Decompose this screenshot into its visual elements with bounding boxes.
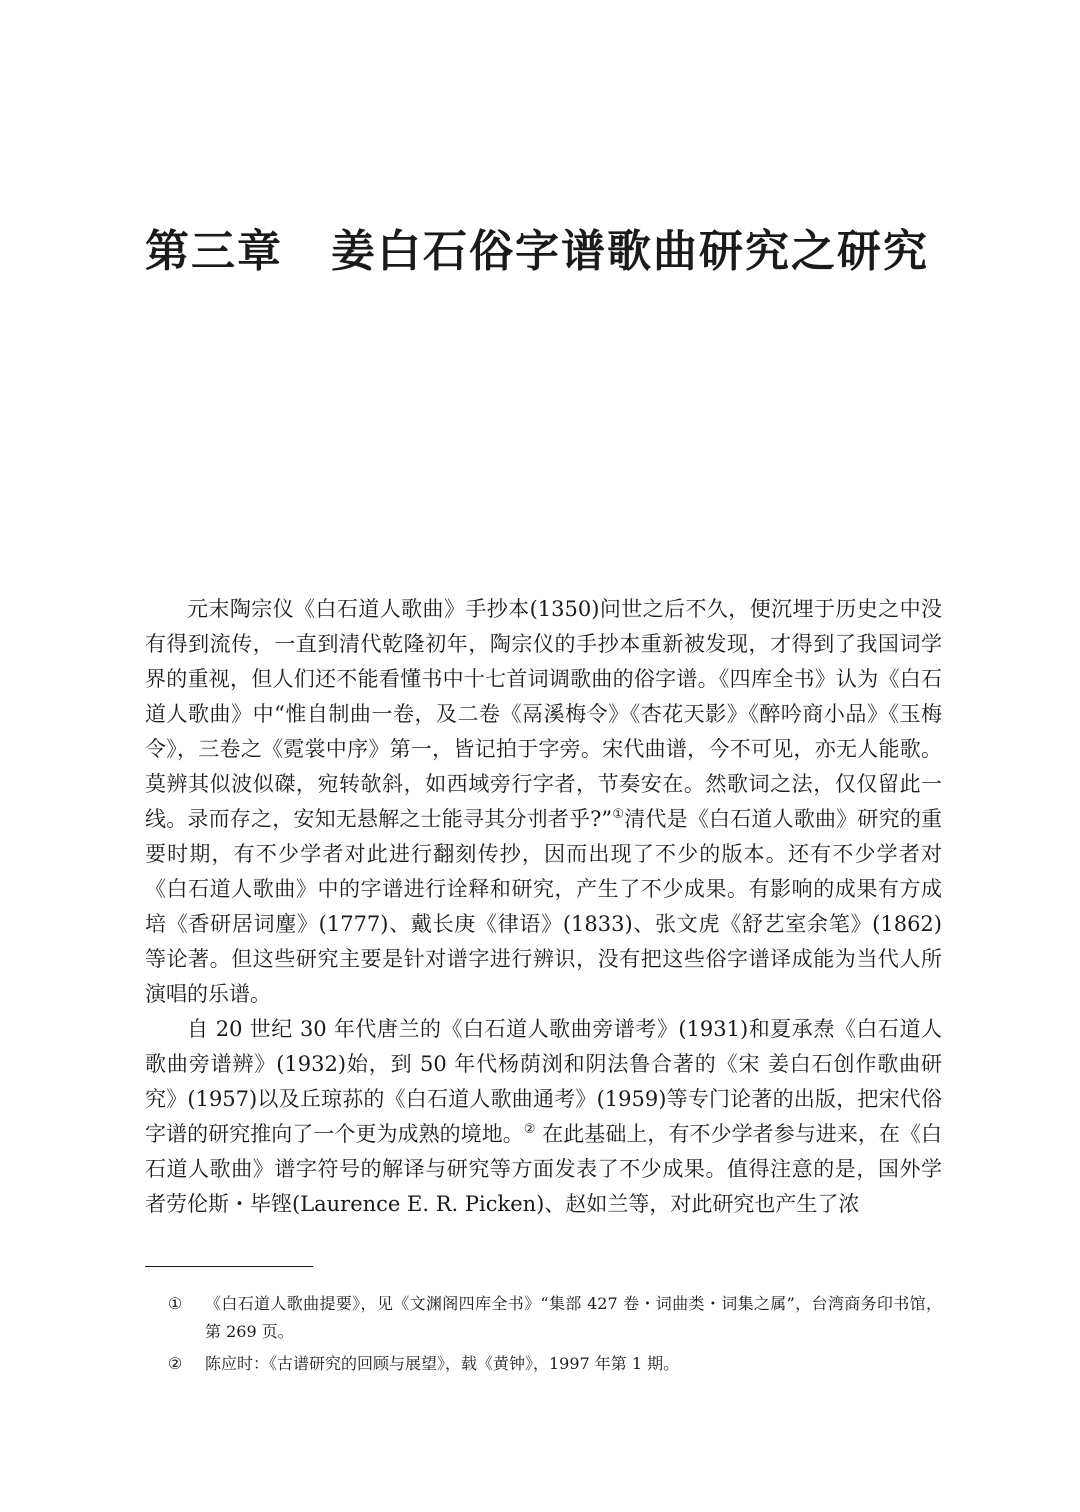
paragraph-1-text-a: 元末陶宗仪《白石道人歌曲》手抄本(1350)问世之后不久，便沉埋于历史之中没有得到流传，一直到清代乾隆初年，陶宗仪的手抄本重新被发现，才得到了我国词学界的重视，但人们还不能看懂书中十七首词调歌曲的俗字谱。《四库全书》认为《白石道人歌曲》中“惟自制曲一卷，及二卷《鬲溪梅令》《杏花天影》《醉吟商小品》《玉梅令》，三卷之《霓裳中序》第一，皆记拍于字旁。宋代曲谱，今不可见，亦无人能歌。莫辨其似波似磔，宛转欹斜，如西域旁行字者，节奏安在。然歌词之法，仅仅留此一线。录而存之，安知无悬解之士能寻其分刌者乎?” [145, 597, 942, 831]
paragraph-2-text-a: 自 20 世纪 30 年代唐兰的《白石道人歌曲旁谱考》(1931)和夏承焘《白石道人歌曲旁谱辨》(1932)始，到 50 年代杨荫浏和阴法鲁合著的《宋 姜白石创作歌曲研究》(1957)以及丘琼荪的《白石道人歌曲通考》(1959)等专门论著的出版，把宋代俗字谱的研究推向了一个更为成熟的境地。 [145, 1017, 942, 1146]
paragraph-2-text-b: 在此基础上，有不少学者参与进来，在《白石道人歌曲》谱字符号的解译与研究等方面发表了不少成果。值得注意的是，国外学者劳伦斯・毕铿(Laurence E. R. Picken)、赵如兰等，对此研究也产生了浓 [145, 1122, 943, 1216]
footnote-1 [145, 1290, 942, 1346]
footnote-divider [145, 1266, 313, 1267]
body-text [145, 592, 942, 1222]
paragraph-1 [145, 592, 942, 1012]
chapter-number: 第三章 [145, 226, 283, 277]
footnote-ref-1[interactable]: ① [612, 807, 625, 822]
footnote-2 [145, 1350, 942, 1378]
footnote-ref-2[interactable]: ② [523, 1122, 536, 1137]
footnotes [145, 1290, 942, 1382]
chapter-name: 姜白石俗字谱歌曲研究之研究 [331, 226, 929, 277]
footnote-2-mark: ② [167, 1354, 183, 1373]
footnote-2-text: 陈应时：《古谱研究的回顾与展望》，载《黄钟》，1997 年第 1 期。 [205, 1354, 680, 1373]
footnote-1-mark: ① [167, 1294, 183, 1313]
paragraph-2 [145, 1012, 942, 1222]
footnote-1-text: 《白石道人歌曲提要》，见《文渊阁四库全书》“集部 427 卷・词曲类・词集之属”，台湾商务印书馆，第 269 页。 [205, 1294, 942, 1341]
paragraph-1-text-b: 清代是《白石道人歌曲》研究的重要时期，有不少学者对此进行翻刻传抄，因而出现了不少的版本。还有不少学者对《白石道人歌曲》中的字谱进行诠释和研究，产生了不少成果。有影响的成果有方成培《香研居词麈》(1777)、戴长庚《律语》(1833)、张文虎《舒艺室余笔》(1862)等论著。但这些研究主要是针对谱字进行辨识，没有把这些俗字谱译成能为当代人所演唱的乐谱。 [145, 807, 943, 1006]
chapter-title [145, 222, 929, 282]
